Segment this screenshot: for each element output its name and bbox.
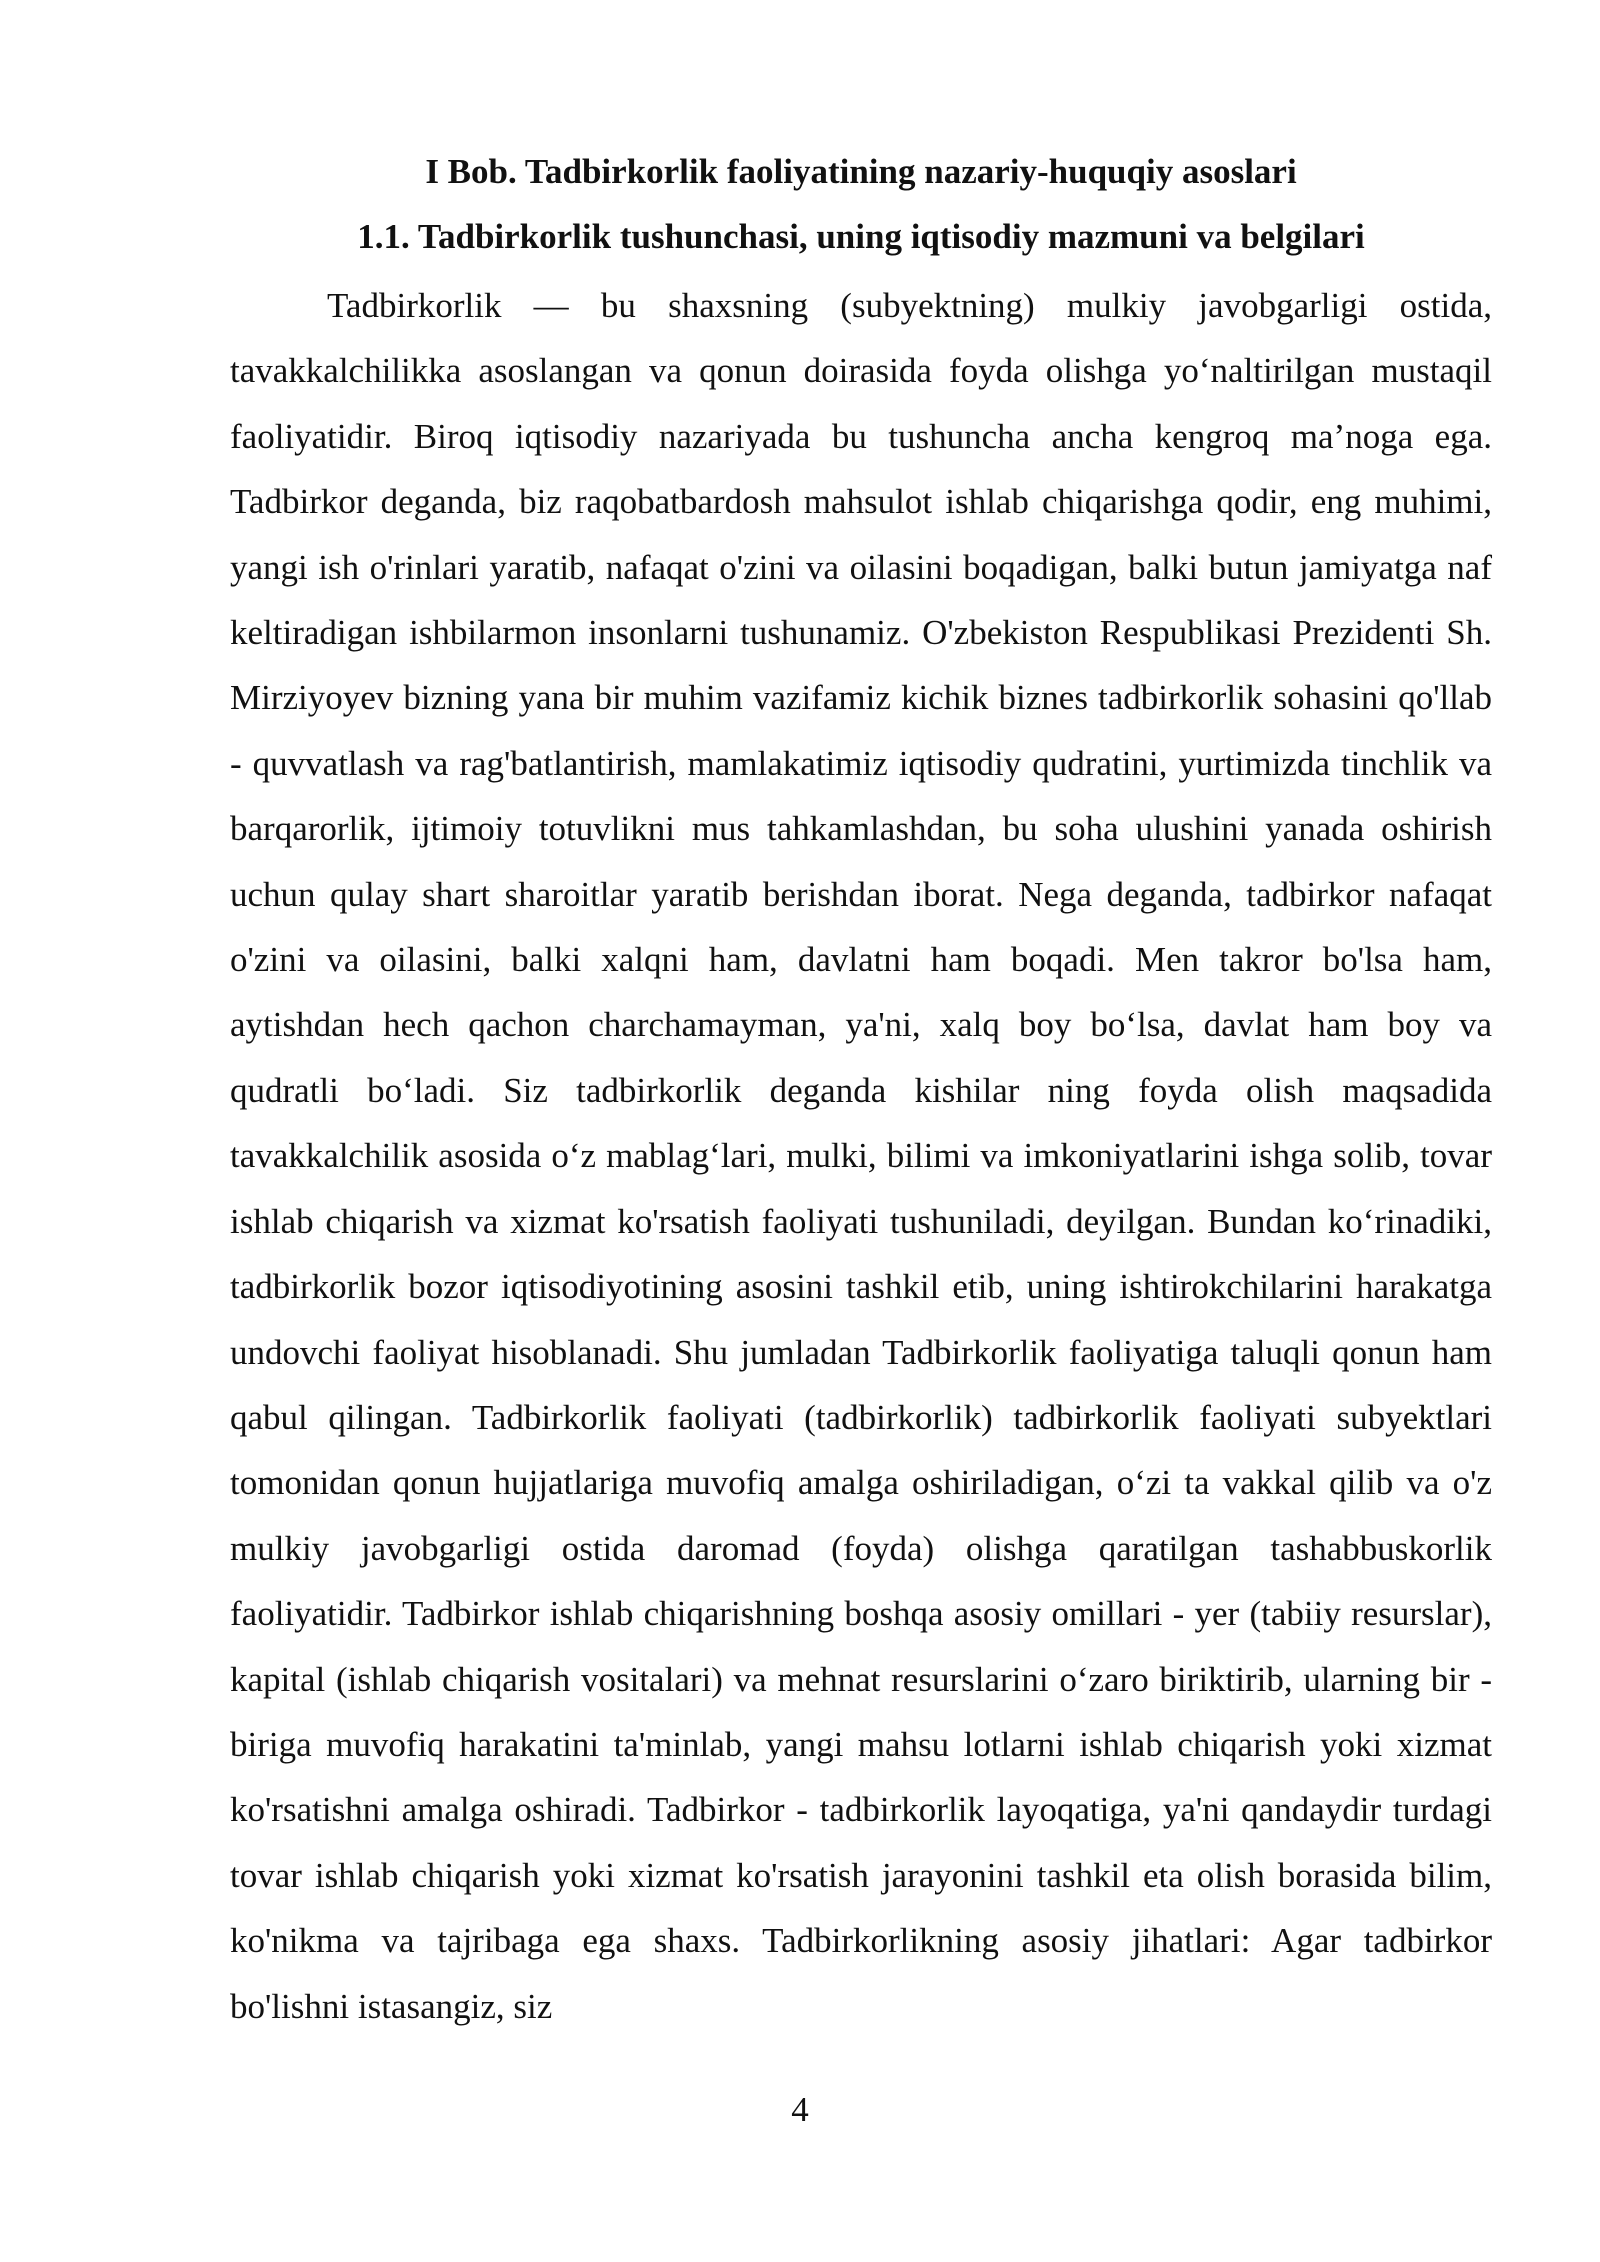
body-paragraph: Tadbirkorlik — bu shaxsning (subyektning) mulkiy javobgarligi ostida, tavakkalchilikka asoslangan va qonun doirasida foyda olishga yo‘naltirilgan mustaqil faoliyatidir. Biroq iqtisodiy nazariyada bu tushuncha ancha kengroq ma’noga ega. Tadbirkor deganda, biz raqobatbardosh mahsulot ishlab chiqarishga qodir, eng muhimi, yangi ish o'rinlari yaratib, nafaqat o'zini va oilasini boqadigan, balki butun jamiyatga naf keltiradigan ishbilarmon insonlarni tushunamiz. O'zbekiston Respublikasi Prezidenti Sh. Mirziyoyev bizning yana bir muhim vazifamiz kichik biznes tadbirkorlik sohasini qo'llab - quvvatlash va rag'batlantirish, mamlakatimiz iqtisodiy qudratini, yurtimizda tinchlik va barqarorlik, ijtimoiy totuvlikni mus tahkamlashdan, bu soha ulushini yanada oshirish uchun qulay shart sharoitlar yaratib berishdan iborat. Nega deganda, tadbirkor nafaqat o'zini va oilasini, balki xalqni ham, davlatni ham boqadi. Men takror bo'lsa ham, aytishdan hech qachon charchamayman, ya'ni, xalq boy bo‘lsa, davlat ham boy va qudratli bo‘ladi. Siz tadbirkorlik deganda kishilar ning foyda olish maqsadida tavakkalchilik asosida o‘z mablag‘lari, mulki, bilimi va imkoniyatlarini ishga solib, tovar ishlab chiqarish va xizmat ko'rsatish faoliyati tushuniladi, deyilgan. Bundan ko‘rinadiki, tadbirkorlik bozor iqtisodiyotining asosini tashkil etib, uning ishtirokchilarini harakatga undovchi faoliyat hisoblanadi. Shu jumladan Tadbirkorlik faoliyatiga taluqli qonun ham qabul qilingan. Tadbirkorlik faoliyati (tadbirkorlik) tadbirkorlik faoliyati subyektlari tomonidan qonun hujjatlariga muvofiq amalga oshiriladigan, o‘zi ta vakkal qilib va o'z mulkiy javobgarligi ostida daromad (foyda) olishga qaratilgan tashabbuskorlik faoliyatidir. Tadbirkor ishlab chiqarishning boshqa asosiy omillari - yer (tabiiy resurslar), kapital (ishlab chiqarish vositalari) va mehnat resurslarini o‘zaro biriktirib, ularning bir - biriga muvofiq harakatini ta'minlab, yangi mahsu lotlarni ishlab chiqarish yoki xizmat ko'rsatishni amalga oshiradi. Tadbirkor - tadbirkorlik layoqatiga, ya'ni qandaydir turdagi tovar ishlab chiqarish yoki xizmat ko'rsatish jarayonini tashkil eta olish borasida bilim, ko'nikma va tajribaga ega shaxs. Tadbirkorlikning asosiy jihatlari: Agar tadbirkor bo'lishni istasangiz, siz — [230, 286, 1492, 2026]
section-title: 1.1. Tadbirkorlik tushunchasi, uning iqtisodiy mazmuni va belgilari — [357, 217, 1365, 256]
document-page — [230, 150, 1492, 2039]
page-number: 4 — [791, 2090, 809, 2129]
chapter-title: I Bob. Tadbirkorlik faoliyatining nazariy-huquqiy asoslari — [425, 152, 1297, 191]
